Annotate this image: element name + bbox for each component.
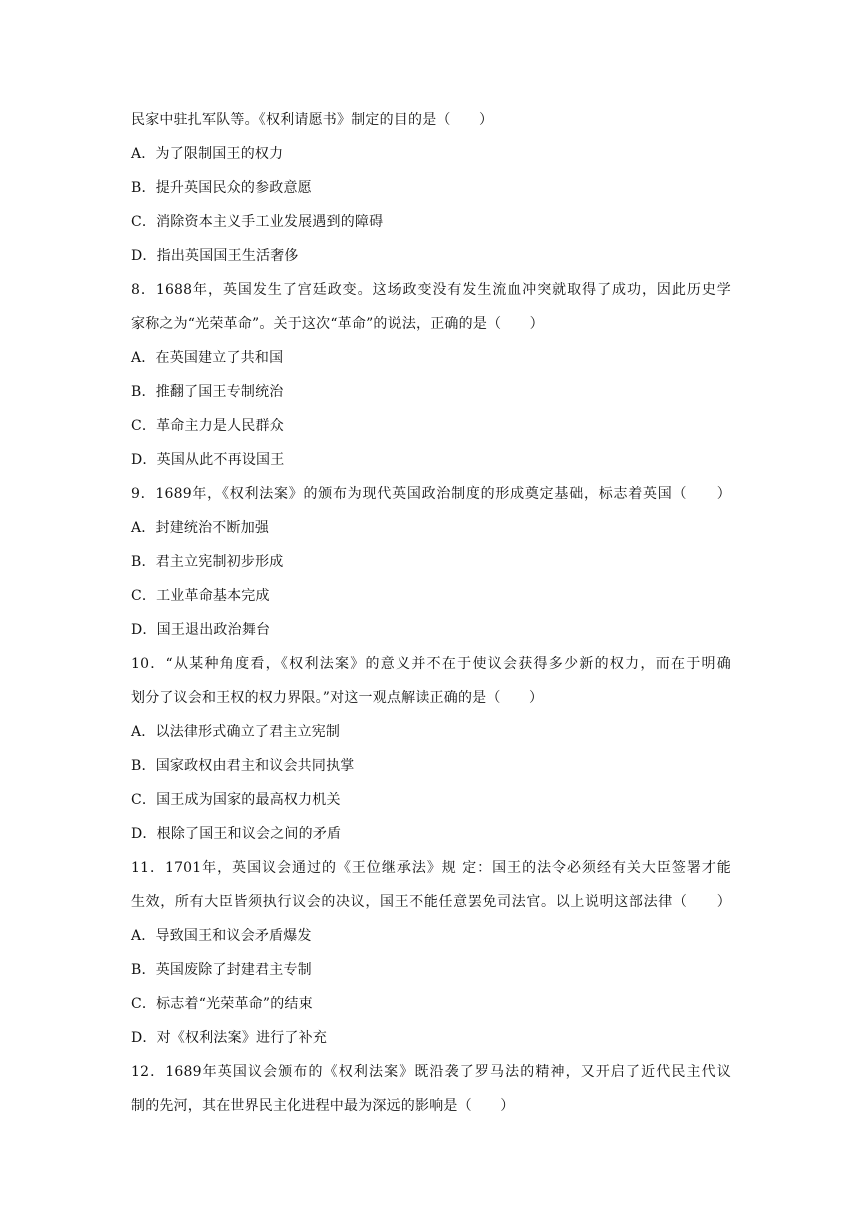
- question-12-stem-line-2: 制的先河，其在世界民主化进程中最为深远的影响是（ ）: [131, 1098, 515, 1114]
- question-11-option-d: D．对《权利法案》进行了补充: [131, 1030, 328, 1046]
- question-10-option-c: C．国王成为国家的最高权力机关: [131, 792, 341, 808]
- question-9-stem: 9．1689年，《权利法案》的颁布为现代英国政治制度的形成奠定基础，标志着英国（ ）: [131, 486, 731, 502]
- question-7-option-d: D．指出英国国王生活奢侈: [131, 248, 299, 264]
- question-9-option-d: D．国王退出政治舞台: [131, 622, 271, 638]
- question-10-stem-line-2: 划分了议会和王权的权力界限。”对这一观点解读正确的是（ ）: [131, 690, 544, 706]
- question-11-stem-line-2: 生效，所有大臣皆须执行议会的决议，国王不能任意罢免司法官。以上说明这部法律（ ）: [131, 894, 731, 910]
- question-8-option-d: D．英国从此不再设国王: [131, 452, 285, 468]
- question-7-option-c: C．消除资本主义手工业发展遇到的障碍: [131, 214, 384, 230]
- question-11-option-c: C．标志着“光荣革命”的结束: [131, 996, 313, 1012]
- question-9-option-c: C．工业革命基本完成: [131, 588, 270, 604]
- question-11-option-b: B．英国废除了封建君主专制: [131, 962, 312, 978]
- document-page: [131, 103, 731, 1123]
- question-9-option-a: A．封建统治不断加强: [131, 520, 270, 536]
- question-10-option-b: B．国家政权由君主和议会共同执掌: [131, 758, 355, 774]
- question-12-stem-line-1: 12．1689年英国议会颁布的《权利法案》既沿袭了罗马法的精神，又开启了近代民主代议: [131, 1064, 731, 1080]
- question-11-option-a: A．导致国王和议会矛盾爆发: [131, 928, 312, 944]
- question-10-stem-line-1: 10．“从某种角度看，《权利法案》的意义并不在于使议会获得多少新的权力，而在于明确: [131, 656, 731, 672]
- question-7-option-b: B．提升英国民众的参政意愿: [131, 180, 312, 196]
- question-9-option-b: B．君主立宪制初步形成: [131, 554, 284, 570]
- question-11-stem-line-1: 11．1701年，英国议会通过的《王位继承法》规 定：国王的法令必须经有关大臣签署才能: [131, 860, 731, 876]
- question-8-option-b: B．推翻了国王专制统治: [131, 384, 284, 400]
- question-10-option-d: D．根除了国王和议会之间的矛盾: [131, 826, 342, 842]
- question-8-stem-line-2: 家称之为“光荣革命”。关于这次“革命”的说法，正确的是（ ）: [131, 316, 544, 332]
- question-7-stem-continuation: 民家中驻扎军队等。《权利请愿书》制定的目的是（ ）: [131, 112, 494, 128]
- question-10-option-a: A．以法律形式确立了君主立宪制: [131, 724, 341, 740]
- question-8-option-c: C．革命主力是人民群众: [131, 418, 284, 434]
- question-7-option-a: A．为了限制国王的权力: [131, 146, 284, 162]
- question-8-stem-line-1: 8．1688年，英国发生了宫廷政变。这场政变没有发生流血冲突就取得了成功，因此历史学: [131, 282, 731, 298]
- question-8-option-a: A．在英国建立了共和国: [131, 350, 284, 366]
